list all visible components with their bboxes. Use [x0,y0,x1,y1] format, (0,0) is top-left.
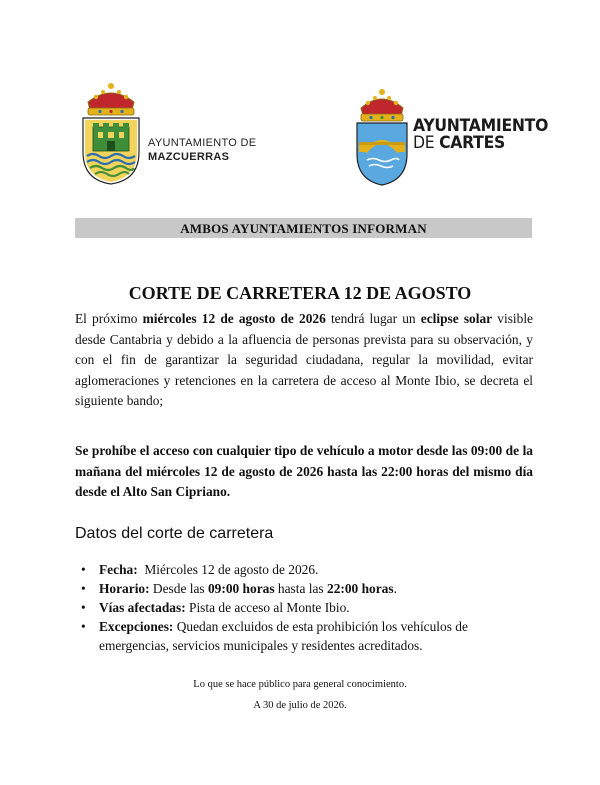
mazcuerras-crest [78,80,144,186]
detail-bold: 09:00 horas [207,581,275,596]
intro-eclipse-bold: eclipse solar [420,311,493,326]
section-heading: Datos del corte de carretera [75,525,274,542]
crown-icon [88,83,134,115]
cartes-logo-prefix: DE [413,133,440,153]
detail-text: Miércoles 12 de agosto de 2026. [137,562,319,577]
list-item-fecha [75,560,535,579]
bullet-icon: • [81,600,86,615]
prohibition-paragraph: Se prohíbe el acceso con cualquier tipo de vehículo a motor desde las 09:00 de la mañana del miércoles 12 de agosto de 2026 hasta las 22:00 horas del mismo día desde el Alto San Cipriano. [75,443,533,499]
page-title: CORTE DE CARRETERA 12 DE AGOSTO [128,283,472,303]
cartes-logo-text [413,118,548,152]
cartes-logo-name: CARTES [439,133,505,153]
list-item-horario [75,579,535,598]
bullet-icon: • [81,562,86,577]
intro-text-1: El próximo [75,311,143,326]
intro-paragraph [75,309,533,412]
mazcuerras-logo-line1: AYUNTAMIENTO DE [148,137,257,149]
detail-label: Excepciones: [99,619,174,634]
intro-text-3: visible desde Cantabria y debido a la afluencia de personas prevista para su observación, y con el fin de garantizar la seguridad ciudadana, regular la movilidad, evitar aglomeraciones y retenciones en la carretera de acceso al Monte Ibio, se decreta el siguiente bando; [75,311,533,408]
list-item-vias [75,598,535,617]
mazcuerras-logo-line2: MAZCUERRAS [148,151,230,163]
bullet-icon: • [81,581,86,596]
cartes-crest [353,86,411,186]
crown-icon [361,89,403,121]
mazcuerras-logo-text [148,136,256,164]
detail-bold: 22:00 horas [327,581,394,596]
detail-label: Vías afectadas: [99,600,186,615]
detail-text: . [393,581,397,596]
detail-text: Pista de acceso al Monte Ibio. [185,600,350,615]
closing-line: Lo que se hace público para general conocimiento. [193,679,407,690]
date-line: A 30 de julio de 2026. [253,700,347,711]
intro-date-bold: miércoles 12 de agosto de 2026 [142,311,326,326]
detail-text: hasta las [274,581,327,596]
list-item-excepciones [75,617,535,655]
details-list [75,560,535,655]
cartes-logo-line1: AYUNTAMIENTO [413,116,549,136]
detail-text: Quedan excluidos de esta prohibición los vehículos de emergencias, servicios municipales y residentes acreditados. [99,619,468,653]
info-banner: AMBOS AYUNTAMIENTOS INFORMAN [75,218,532,238]
bullet-icon: • [81,619,86,634]
detail-text: Desde las [149,581,208,596]
detail-label: Fecha: [99,562,138,577]
intro-text-2: tendrá lugar un [325,311,421,326]
detail-label: Horario: [99,581,150,596]
